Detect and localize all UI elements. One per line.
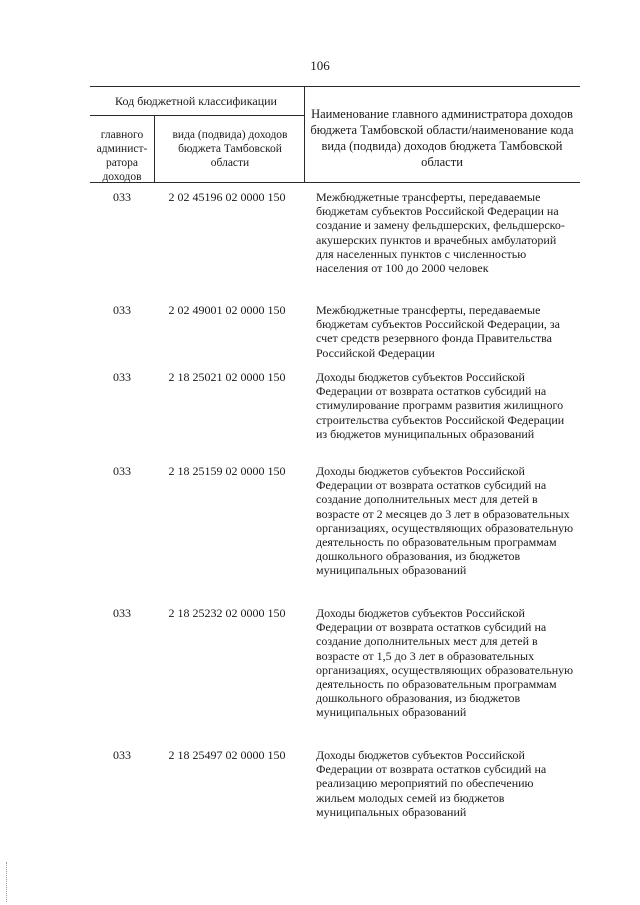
description-cell: Доходы бюджетов субъектов Российской Федерации от возврата остатков субсидий на реализацию мероприятий по обеспечению жильем молодых семей из бюджетов муниципальных образований xyxy=(316,748,547,819)
admin-code-cell: 033 xyxy=(113,303,131,317)
kbk-cell: 2 18 25021 02 0000 150 xyxy=(168,370,286,384)
kbk-cell: 2 18 25497 02 0000 150 xyxy=(168,748,286,762)
admin-code-cell: 033 xyxy=(113,606,131,620)
description-cell: Доходы бюджетов субъектов Российской Федерации от возврата остатков субсидий на создание дополнительных мест для детей в возрасте от 1,5 до 3 лет в образовательных организациях, осуществляющих образовательную деятельность по образовательным программам дошкольного образования, из бюджетов муниципальных образований xyxy=(316,606,574,720)
header-revenue-kind: вида (подвида) доходов бюджета Тамбовской области xyxy=(172,129,288,169)
margin-scan-mark xyxy=(6,862,8,902)
header-group-divider xyxy=(90,115,304,116)
description-cell: Доходы бюджетов субъектов Российской Федерации от возврата остатков субсидий на создание дополнительных мест для детей в возрасте от 2 месяцев до 3 лет в образовательных организациях, осуществляющих образовательную деятельность по образовательным программам дошкольного образования, из бюджетов муниципальных образований xyxy=(316,464,574,578)
header-divider-code-name xyxy=(304,86,305,182)
header-name: Наименование главного администратора доходов бюджета Тамбовской области/наименование кода вида (подвида) доходов бюджета Тамбовской области xyxy=(310,107,574,169)
description-cell: Межбюджетные трансферты, передаваемые бюджетам субъектов Российской Федерации, за счет средств резервного фонда Правительства Российской Федерации xyxy=(316,303,560,360)
kbk-cell: 2 02 49001 02 0000 150 xyxy=(168,303,286,317)
header-bottom-border xyxy=(90,182,580,183)
admin-code-cell: 033 xyxy=(113,370,131,384)
admin-code-cell: 033 xyxy=(113,464,131,478)
header-divider-admin-kind xyxy=(154,115,155,182)
description-cell: Доходы бюджетов субъектов Российской Федерации от возврата остатков субсидий на стимулирование программ развития жилищного строительства субъектов Российской Федерации из бюджетов муниципальных образований xyxy=(316,370,565,441)
header-admin-code: главного админист-ратора доходов xyxy=(96,129,148,183)
admin-code-cell: 033 xyxy=(113,190,131,204)
description-cell: Межбюджетные трансферты, передаваемые бюджетам субъектов Российской Федерации на создание и замену фельдшерских, фельдшерско-акушерских пунктов и врачебных амбулаторий для населенных пунктов с численностью населения от 100 до 2000 человек xyxy=(316,190,565,276)
admin-code-cell: 033 xyxy=(113,748,131,762)
kbk-cell: 2 18 25159 02 0000 150 xyxy=(168,464,286,478)
kbk-cell: 2 18 25232 02 0000 150 xyxy=(168,606,286,620)
header-classification-group: Код бюджетной классификации xyxy=(115,94,277,108)
page-number: 106 xyxy=(310,58,330,73)
kbk-cell: 2 02 45196 02 0000 150 xyxy=(168,190,286,204)
table-top-border xyxy=(90,86,580,87)
